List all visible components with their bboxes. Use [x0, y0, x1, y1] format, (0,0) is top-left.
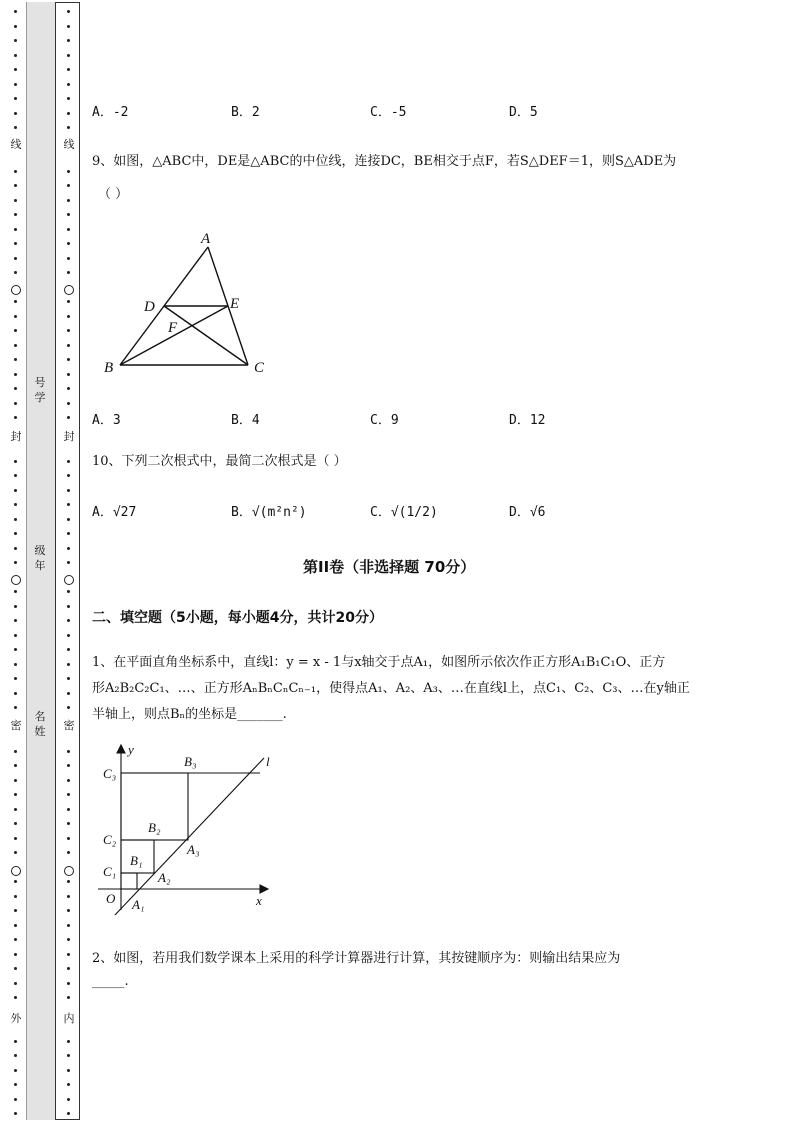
binding-dot	[14, 257, 17, 260]
binding-dot	[67, 924, 70, 927]
student-id-label: 号学	[34, 376, 46, 404]
binding-dot	[67, 83, 70, 86]
binding-dot	[67, 170, 70, 173]
binding-margin	[0, 0, 82, 1123]
binding-seal-label: 封	[63, 430, 75, 443]
a1-label: A₁	[132, 897, 145, 912]
binding-dot	[14, 1054, 17, 1057]
binding-dot	[14, 619, 17, 622]
binding-seal-label: 密	[10, 719, 22, 732]
binding-dot	[14, 590, 17, 593]
c1-label: C₁	[103, 864, 117, 879]
binding-dot	[67, 126, 70, 129]
binding-dot	[67, 619, 70, 622]
binding-dot	[14, 837, 17, 840]
binding-dot	[14, 924, 17, 927]
binding-dot	[67, 1054, 70, 1057]
binding-dot	[67, 344, 70, 347]
binding-dot	[67, 54, 70, 57]
fill1-line-3: 半轴上，则点Bₙ的坐标是_______.	[92, 707, 287, 722]
q9-option-a: A．3	[92, 413, 121, 428]
binding-dot	[67, 300, 70, 303]
binding-dot	[67, 793, 70, 796]
binding-dot	[67, 938, 70, 941]
binding-dot	[14, 1069, 17, 1072]
binding-dot	[14, 605, 17, 608]
origin-label: O	[106, 891, 116, 906]
binding-dot	[67, 561, 70, 564]
inner-dot-column	[62, 2, 76, 1122]
point-d-label: D	[144, 299, 155, 315]
point-b-label: B	[104, 360, 114, 376]
binding-dot	[14, 663, 17, 666]
binding-dot	[67, 474, 70, 477]
binding-dot	[14, 344, 17, 347]
triangle-figure	[100, 225, 280, 380]
binding-dot	[67, 982, 70, 985]
binding-dot	[14, 518, 17, 521]
binding-dot	[67, 213, 70, 216]
q8-option-a: A．-2	[92, 105, 129, 120]
binding-dot	[67, 329, 70, 332]
binding-dot	[14, 1040, 17, 1043]
q9-prompt: 9、如图，△ABC中，DE是△ABC的中位线，连接DC，BE相交于点F，若S△DEF＝1，则S△ADE为	[92, 154, 677, 169]
binding-dot	[67, 25, 70, 28]
binding-dot	[67, 837, 70, 840]
point-a-label: A	[201, 231, 211, 247]
binding-dot	[67, 750, 70, 753]
binding-dot	[67, 199, 70, 202]
binding-dot	[14, 692, 17, 695]
binding-dot	[14, 10, 17, 13]
binding-dot	[14, 242, 17, 245]
binding-dot	[14, 228, 17, 231]
binding-dot	[14, 808, 17, 811]
binding-dot	[67, 648, 70, 651]
q9-option-c: C．9	[370, 413, 399, 428]
binding-dot	[67, 402, 70, 405]
binding-dot	[67, 590, 70, 593]
binding-dot	[14, 1098, 17, 1101]
binding-dot	[67, 39, 70, 42]
binding-dot	[67, 1083, 70, 1086]
point-f-label: F	[168, 320, 178, 336]
binding-dot	[14, 851, 17, 854]
binding-dot	[14, 953, 17, 956]
binding-dot	[67, 1069, 70, 1072]
fill2-line-2: _____.	[92, 974, 129, 989]
q10-option-c: C．√(1/2)	[370, 505, 438, 520]
binding-dot	[14, 300, 17, 303]
binding-dot	[14, 83, 17, 86]
binding-dot	[14, 54, 17, 57]
fill1-line-1: 1、在平面直角坐标系中，直线l：y = x - 1与x轴交于点A₁，如图所示依次作正方形A₁B₁C₁O、正方	[92, 655, 666, 670]
binding-dot	[67, 692, 70, 695]
binding-dot	[14, 329, 17, 332]
binding-dot	[14, 402, 17, 405]
binding-dot	[14, 213, 17, 216]
binding-dot	[67, 184, 70, 187]
binding-dot	[14, 532, 17, 535]
binding-dot	[67, 387, 70, 390]
binding-dot	[14, 112, 17, 115]
binding-dot	[14, 822, 17, 825]
binding-dot	[14, 764, 17, 767]
q10-option-a: A．√27	[92, 505, 137, 520]
binding-dot	[14, 909, 17, 912]
b3-label: B₃	[184, 754, 197, 769]
binding-dot	[14, 25, 17, 28]
y-axis-label: y	[128, 742, 134, 757]
binding-dot	[14, 39, 17, 42]
fill1-line-2: 形A₂B₂C₂C₁、…、正方形AₙBₙCₙCₙ₋₁，使得点A₁、A₂、A₃、…在直线l上，点C₁、C₂、C₃、…在y轴正	[92, 681, 690, 696]
q10-option-b: B．√(m²n²)	[231, 505, 307, 520]
outer-dot-column	[9, 2, 23, 1122]
binding-dot	[14, 793, 17, 796]
binding-dot	[67, 706, 70, 709]
q8-option-c: C．-5	[370, 105, 407, 120]
binding-dot	[14, 982, 17, 985]
binding-dot	[14, 416, 17, 419]
binding-dot	[14, 1083, 17, 1086]
binding-dot	[67, 880, 70, 883]
grade-label: 级年	[34, 544, 46, 572]
binding-dot	[67, 271, 70, 274]
line-l	[114, 758, 264, 915]
binding-dot	[14, 938, 17, 941]
binding-dot	[67, 1112, 70, 1115]
binding-dot	[67, 315, 70, 318]
binding-dot	[14, 706, 17, 709]
binding-circle	[11, 866, 21, 876]
q9-option-b: B．4	[231, 413, 260, 428]
q10-option-d: D．√6	[509, 505, 546, 520]
point-e-label: E	[230, 296, 240, 312]
binding-dot	[67, 822, 70, 825]
part-ii-title: 第II卷（非选择题 70分）	[303, 558, 476, 576]
binding-dot	[14, 474, 17, 477]
binding-dot	[67, 10, 70, 13]
binding-dot	[67, 996, 70, 999]
binding-dot	[67, 460, 70, 463]
binding-circle	[64, 866, 74, 876]
binding-dot	[14, 1112, 17, 1115]
binding-seal-label: 内	[63, 1012, 75, 1025]
binding-dot	[14, 677, 17, 680]
binding-seal-label: 线	[63, 138, 75, 151]
binding-dot	[67, 547, 70, 550]
binding-dot	[67, 242, 70, 245]
binding-seal-label: 外	[10, 1012, 22, 1025]
binding-dot	[14, 68, 17, 71]
binding-dot	[67, 1098, 70, 1101]
binding-dot	[14, 387, 17, 390]
binding-dot	[14, 358, 17, 361]
binding-dot	[14, 97, 17, 100]
binding-dot	[67, 503, 70, 506]
square-1	[121, 873, 137, 889]
q8-option-d: D．5	[509, 105, 538, 120]
binding-dot	[67, 967, 70, 970]
binding-dot	[14, 170, 17, 173]
q9-blank: （ ）	[98, 187, 129, 202]
binding-dot	[14, 315, 17, 318]
binding-dot	[67, 1040, 70, 1043]
binding-dot	[67, 532, 70, 535]
binding-dot	[14, 880, 17, 883]
binding-dot	[67, 895, 70, 898]
binding-dot	[14, 547, 17, 550]
q8-option-b: B．2	[231, 105, 260, 120]
binding-dot	[67, 808, 70, 811]
binding-dot	[14, 503, 17, 506]
binding-dot	[67, 416, 70, 419]
binding-dot	[67, 257, 70, 260]
binding-dot	[67, 634, 70, 637]
binding-seal-label: 线	[10, 138, 22, 151]
binding-dot	[67, 779, 70, 782]
binding-dot	[14, 750, 17, 753]
binding-dot	[14, 373, 17, 376]
binding-dot	[14, 271, 17, 274]
binding-dot	[14, 460, 17, 463]
x-axis-label: x	[256, 893, 262, 908]
c2-label: C₂	[103, 832, 117, 847]
binding-dot	[14, 184, 17, 187]
binding-dot	[14, 895, 17, 898]
binding-dot	[14, 634, 17, 637]
binding-dot	[14, 779, 17, 782]
binding-seal-label: 封	[10, 430, 22, 443]
binding-dot	[14, 967, 17, 970]
binding-dot	[67, 663, 70, 666]
binding-dot	[67, 112, 70, 115]
binding-dot	[14, 996, 17, 999]
fill2-line-1: 2、如图，若用我们数学课本上采用的科学计算器进行计算，其按键顺序为：则输出结果应为	[92, 951, 621, 966]
binding-dot	[67, 851, 70, 854]
b1-label: B₁	[130, 853, 143, 868]
c3-label: C₃	[103, 766, 117, 781]
binding-dot	[67, 605, 70, 608]
binding-dot	[67, 677, 70, 680]
b2-label: B₂	[148, 820, 161, 835]
binding-dot	[67, 97, 70, 100]
binding-dot	[67, 764, 70, 767]
binding-dot	[14, 199, 17, 202]
a2-label: A₂	[158, 870, 171, 885]
binding-seal-label: 密	[63, 719, 75, 732]
binding-dot	[14, 126, 17, 129]
binding-dot	[67, 518, 70, 521]
binding-dot	[67, 373, 70, 376]
q10-prompt: 10、下列二次根式中，最简二次根式是（ ）	[92, 454, 347, 469]
a3-label: A₃	[187, 842, 200, 857]
y-axis-arrow	[117, 745, 125, 753]
binding-dot	[67, 909, 70, 912]
squares-figure	[92, 740, 292, 915]
point-c-label: C	[254, 360, 265, 376]
binding-dot	[67, 489, 70, 492]
fill-in-section-heading: 二、填空题（5小题，每小题4分，共计20分）	[92, 610, 383, 626]
q9-option-d: D．12	[509, 413, 546, 428]
binding-dot	[14, 489, 17, 492]
binding-dot	[67, 228, 70, 231]
binding-dot	[67, 68, 70, 71]
binding-circle	[11, 285, 21, 295]
binding-dot	[67, 953, 70, 956]
binding-dot	[14, 648, 17, 651]
binding-dot	[14, 561, 17, 564]
binding-circle	[64, 575, 74, 585]
line-l-label: l	[266, 754, 270, 769]
binding-dot	[67, 358, 70, 361]
name-label: 名姓	[34, 710, 46, 738]
binding-circle	[64, 285, 74, 295]
binding-circle	[11, 575, 21, 585]
x-axis-arrow	[260, 885, 268, 893]
